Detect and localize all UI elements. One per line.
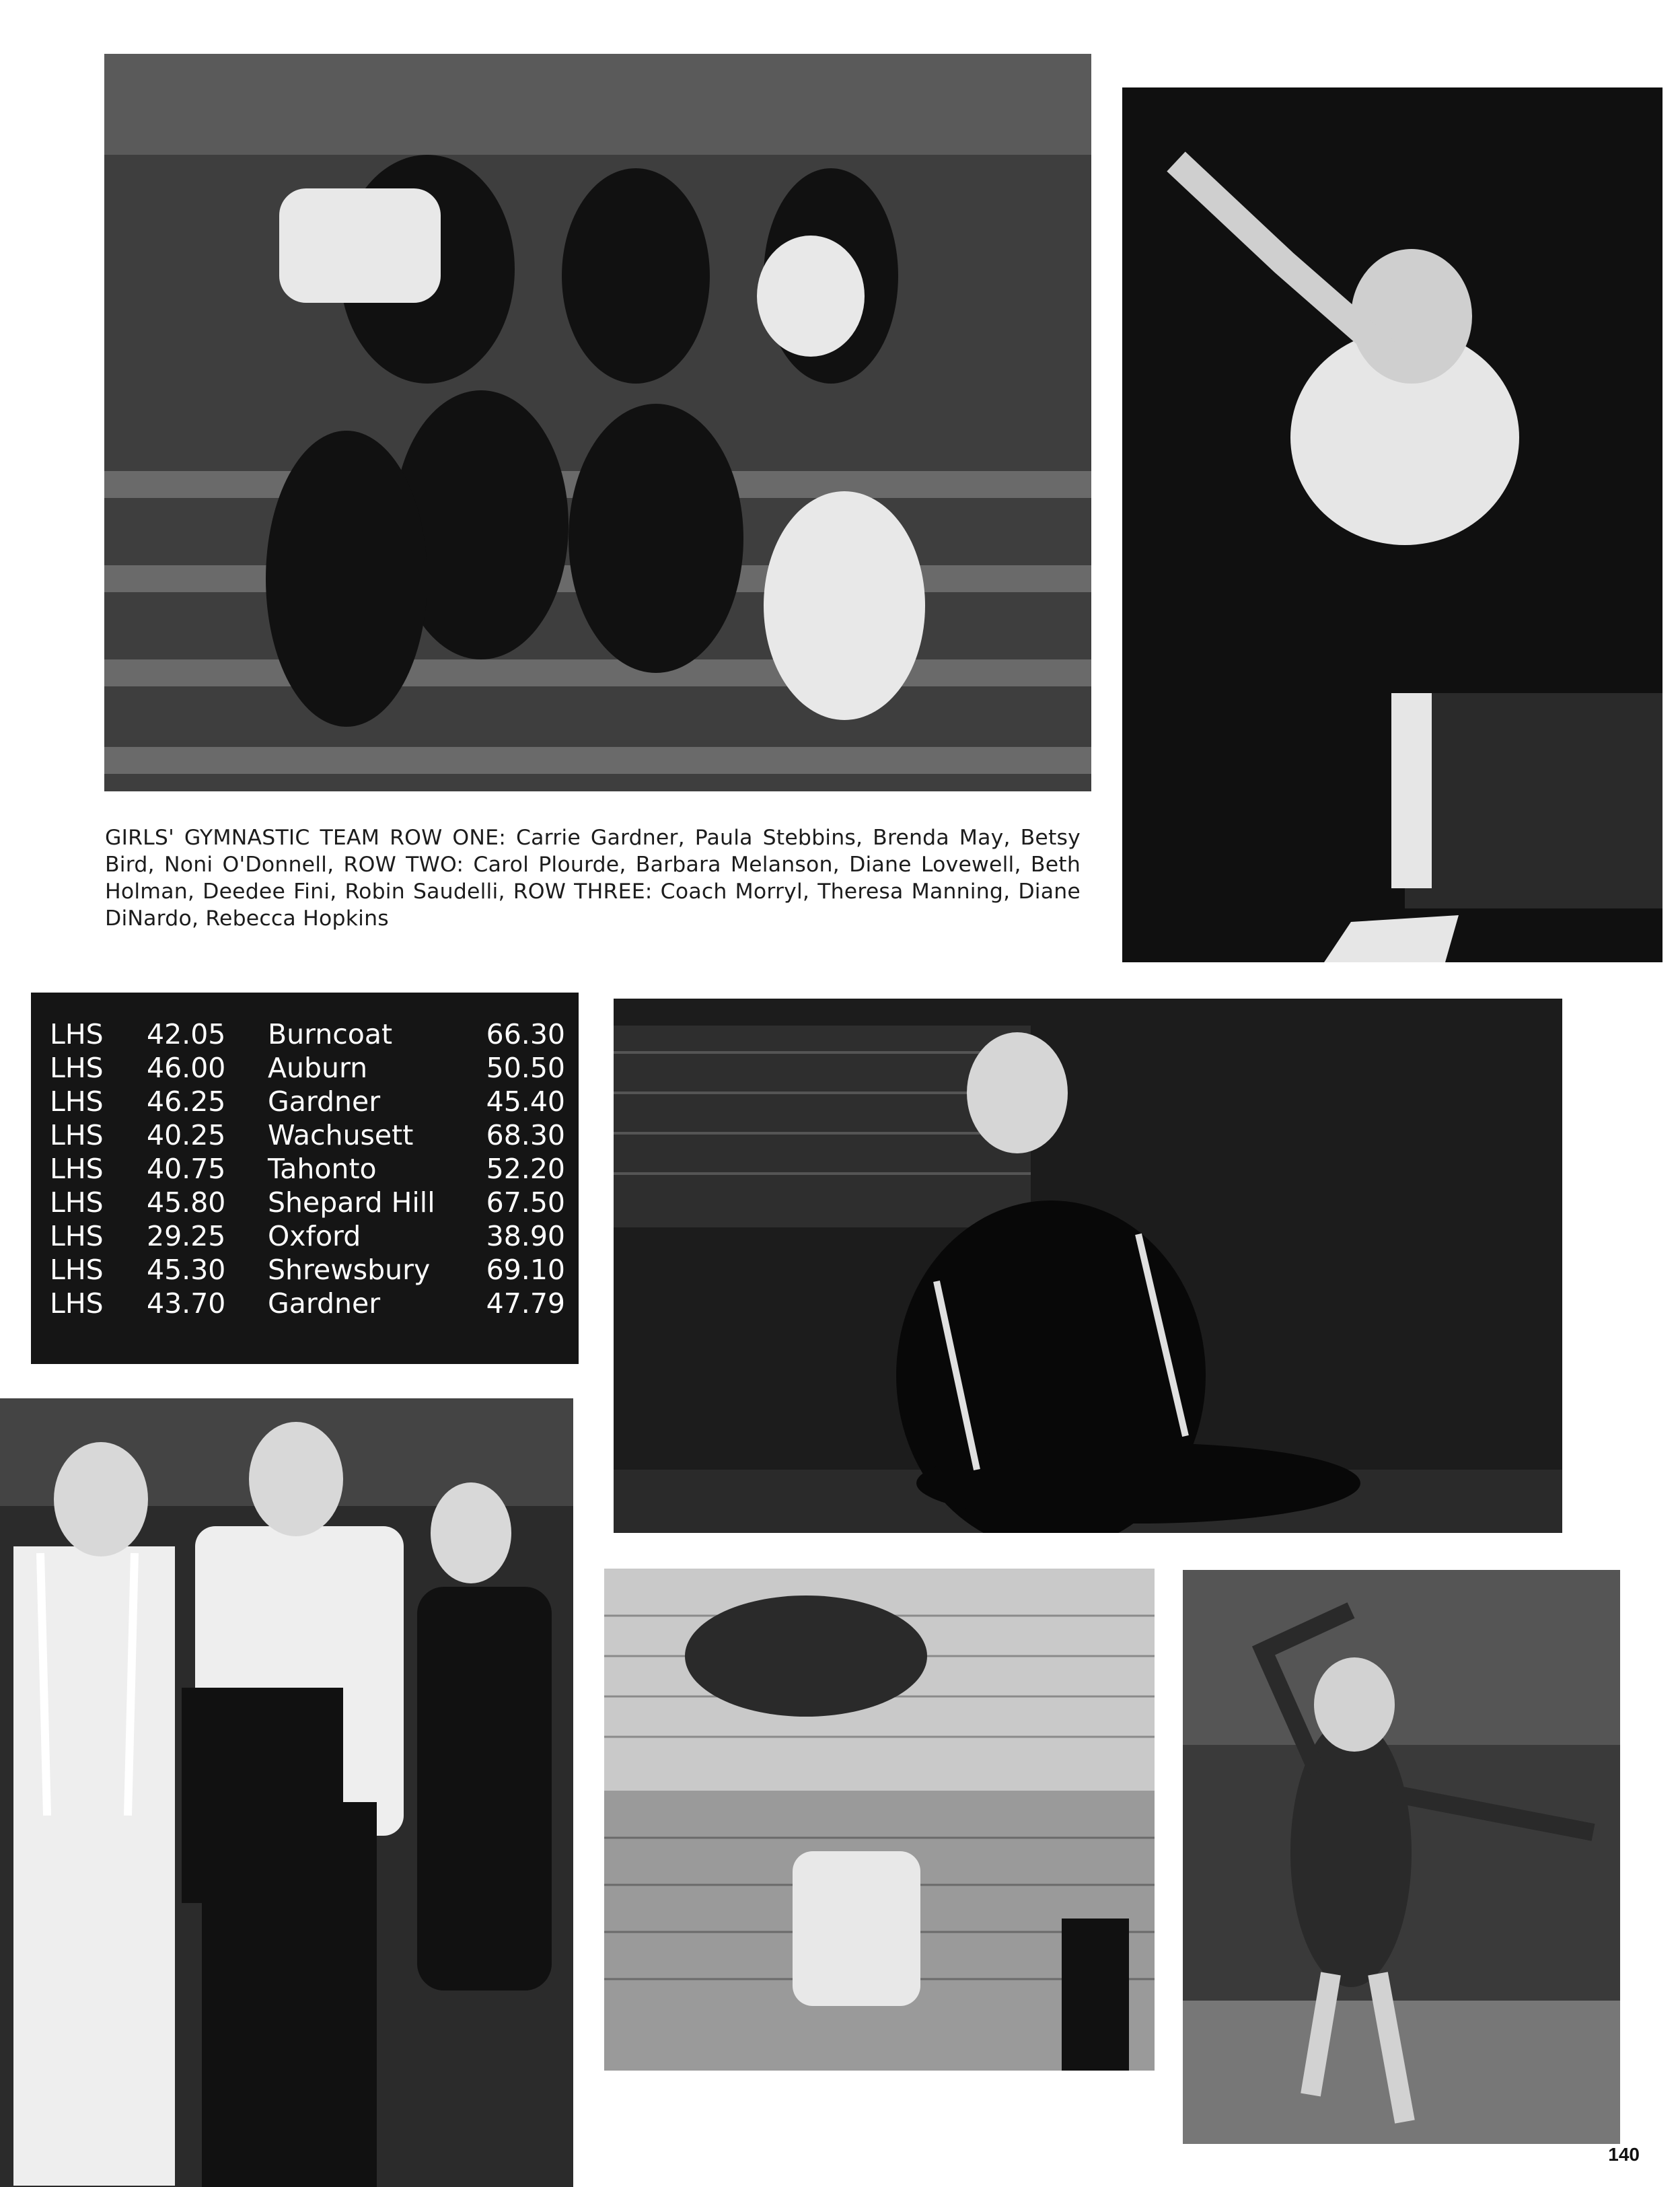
score-row bbox=[31, 1186, 579, 1220]
team-name: LHS bbox=[50, 1153, 104, 1185]
opponent-name: Shepard Hill bbox=[268, 1186, 435, 1219]
gymnast-leg-hold-photo bbox=[1122, 87, 1663, 962]
opponent-name: Auburn bbox=[268, 1052, 368, 1084]
score-row bbox=[31, 1287, 579, 1321]
lhs-score: 29.25 bbox=[147, 1220, 226, 1252]
lhs-score: 40.75 bbox=[147, 1153, 226, 1185]
team-name: LHS bbox=[50, 1186, 104, 1219]
opponent-name: Burncoat bbox=[268, 1018, 393, 1050]
opponent-score: 38.90 bbox=[486, 1220, 565, 1252]
page-number: 140 bbox=[1608, 2144, 1640, 2165]
lhs-score: 46.25 bbox=[147, 1085, 226, 1118]
team-name: LHS bbox=[50, 1052, 104, 1084]
team-name: LHS bbox=[50, 1119, 104, 1151]
opponent-score: 68.30 bbox=[486, 1119, 565, 1151]
score-row bbox=[31, 1052, 579, 1085]
opponent-name: Gardner bbox=[268, 1287, 381, 1320]
team-name: LHS bbox=[50, 1287, 104, 1320]
opponent-name: Tahonto bbox=[268, 1153, 377, 1185]
season-scores-table bbox=[31, 993, 579, 1364]
lhs-score: 45.30 bbox=[147, 1254, 226, 1286]
team-photo bbox=[104, 54, 1091, 791]
team-name: LHS bbox=[50, 1018, 104, 1050]
lhs-score: 43.70 bbox=[147, 1287, 226, 1320]
lhs-score: 42.05 bbox=[147, 1018, 226, 1050]
score-row bbox=[31, 1119, 579, 1153]
lhs-score: 40.25 bbox=[147, 1119, 226, 1151]
score-row bbox=[31, 1085, 579, 1119]
opponent-score: 52.20 bbox=[486, 1153, 565, 1185]
team-name: LHS bbox=[50, 1220, 104, 1252]
opponent-score: 47.79 bbox=[486, 1287, 565, 1320]
coach-award-photo bbox=[0, 1398, 573, 2187]
lhs-score: 45.80 bbox=[147, 1186, 226, 1219]
opponent-score: 50.50 bbox=[486, 1052, 565, 1084]
team-photo-caption: GIRLS' GYMNASTIC TEAM ROW ONE: Carrie Gardner, Paula Stebbins, Brenda May, Betsy Bird, Noni O'Donnell, ROW TWO: Carol Plourde, Barbara Melanson, Diane Lovewell, Beth Holman, Deedee Fini, Robin Saudelli, ROW THREE: Coach Morryl, Theresa Manning, Diane DiNardo, Rebecca Hopkins bbox=[105, 826, 1081, 931]
opponent-score: 66.30 bbox=[486, 1018, 565, 1050]
opponent-score: 69.10 bbox=[486, 1254, 565, 1286]
floor-routine-photo bbox=[1183, 1570, 1620, 2144]
pommel-vault-photo bbox=[604, 1569, 1155, 2071]
score-row bbox=[31, 1153, 579, 1186]
score-row bbox=[31, 1254, 579, 1287]
score-row bbox=[31, 1018, 579, 1052]
opponent-name: Wachusett bbox=[268, 1119, 414, 1151]
opponent-score: 45.40 bbox=[486, 1085, 565, 1118]
team-name: LHS bbox=[50, 1254, 104, 1286]
score-row bbox=[31, 1220, 579, 1254]
opponent-name: Shrewsbury bbox=[268, 1254, 431, 1286]
seated-gymnast-photo bbox=[614, 999, 1562, 1533]
opponent-score: 67.50 bbox=[486, 1186, 565, 1219]
opponent-name: Oxford bbox=[268, 1220, 361, 1252]
lhs-score: 46.00 bbox=[147, 1052, 226, 1084]
opponent-name: Gardner bbox=[268, 1085, 381, 1118]
team-name: LHS bbox=[50, 1085, 104, 1118]
